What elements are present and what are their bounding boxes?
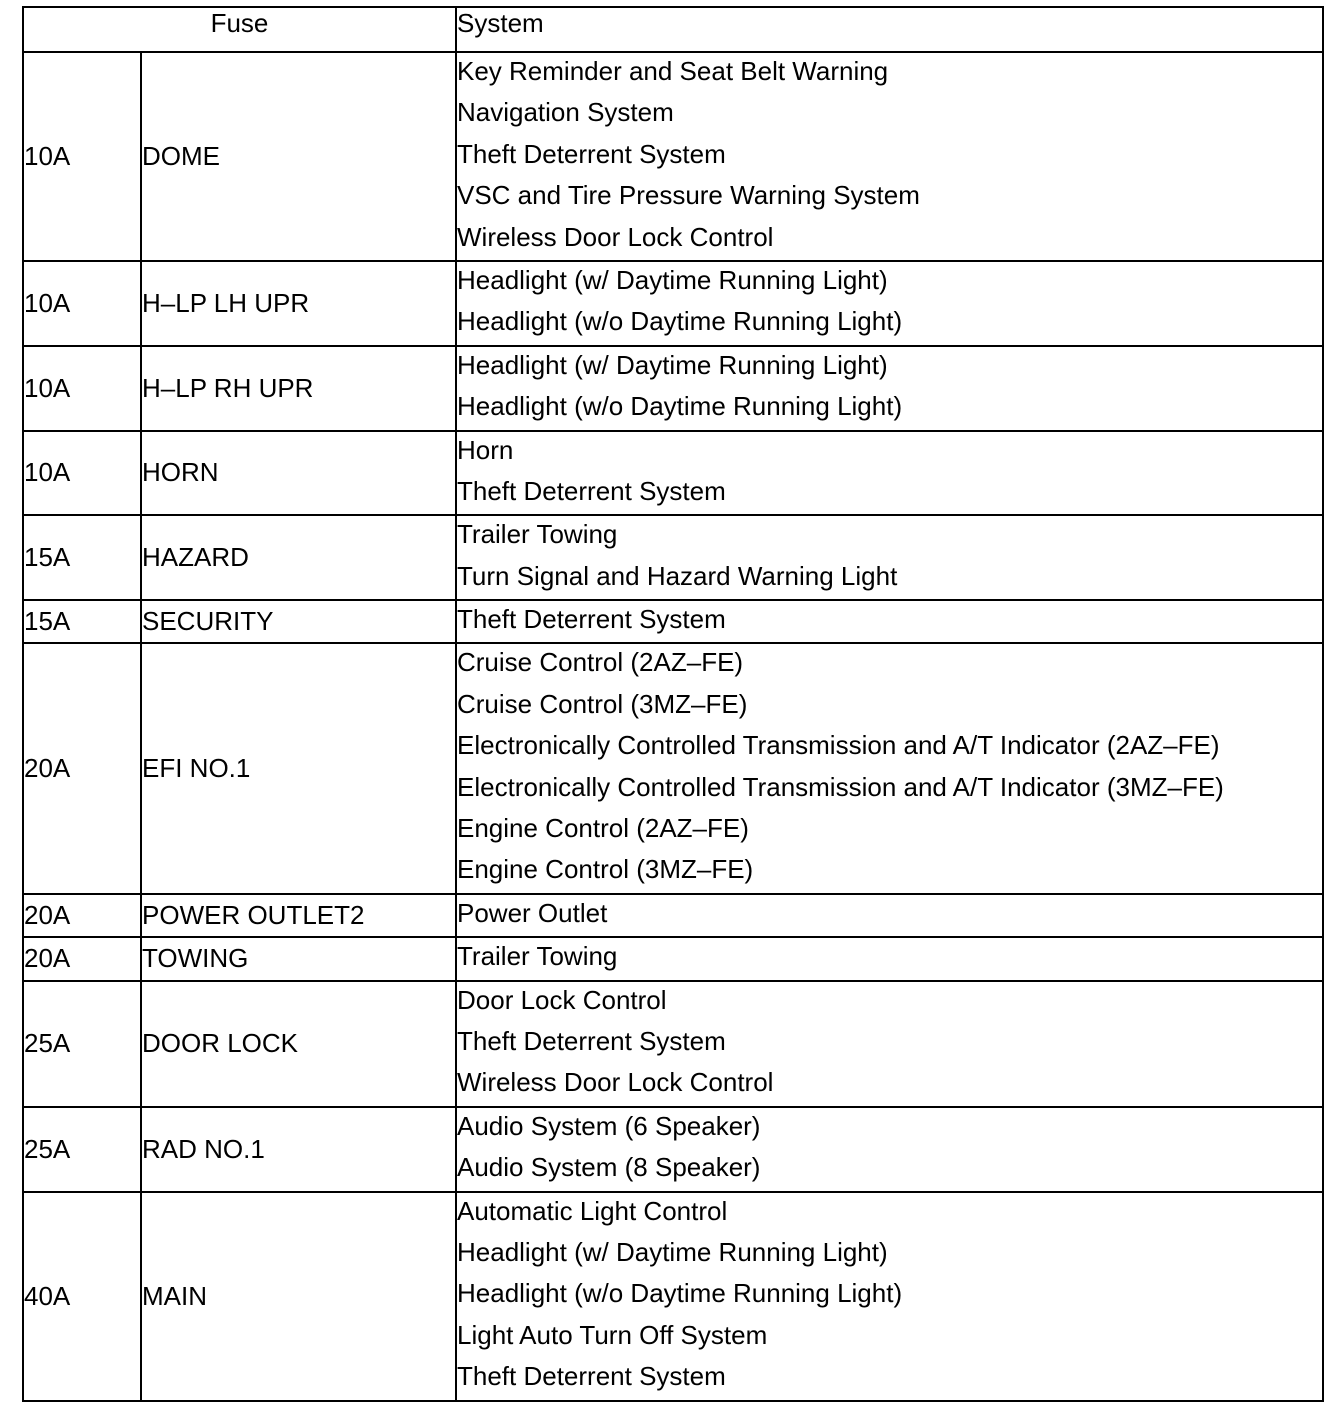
system-list	[456, 261, 1323, 346]
fuse-amperage: 10A	[23, 431, 141, 516]
table-row	[23, 894, 1323, 937]
header-system: System	[456, 7, 1323, 52]
table-row	[23, 515, 1323, 600]
system-item: Turn Signal and Hazard Warning Light	[457, 560, 898, 591]
fuse-name: HAZARD	[141, 515, 456, 600]
system-list	[456, 894, 1323, 937]
fuse-amperage: 10A	[23, 346, 141, 431]
fuse-name: RAD NO.1	[141, 1107, 456, 1192]
system-item: Navigation System	[457, 97, 674, 128]
fuse-amperage: 10A	[23, 261, 141, 346]
system-item: Headlight (w/o Daytime Running Light)	[457, 306, 903, 337]
fuse-name: HORN	[141, 431, 456, 516]
system-item: Cruise Control (2AZ–FE)	[457, 647, 744, 678]
fuse-amperage: 10A	[23, 52, 141, 261]
fuse-amperage: 20A	[23, 894, 141, 937]
system-list	[456, 643, 1323, 893]
system-item: Audio System (8 Speaker)	[457, 1152, 761, 1183]
system-item: Engine Control (3MZ–FE)	[457, 854, 754, 885]
fuse-amperage: 40A	[23, 1192, 141, 1401]
system-list	[456, 1107, 1323, 1192]
system-item: Headlight (w/o Daytime Running Light)	[457, 391, 903, 422]
system-list	[456, 515, 1323, 600]
fuse-amperage: 25A	[23, 981, 141, 1107]
system-list	[456, 600, 1323, 643]
table-row	[23, 937, 1323, 980]
system-item: Cruise Control (3MZ–FE)	[457, 688, 748, 719]
system-list	[456, 52, 1323, 261]
table-row	[23, 600, 1323, 643]
system-item: Headlight (w/o Daytime Running Light)	[457, 1278, 903, 1309]
system-item: Headlight (w/ Daytime Running Light)	[457, 264, 888, 295]
fuse-amperage: 15A	[23, 515, 141, 600]
fuse-name: DOME	[141, 52, 456, 261]
table-row	[23, 346, 1323, 431]
table-row	[23, 261, 1323, 346]
system-item: Electronically Controlled Transmission and A/T Indicator (2AZ–FE)	[457, 730, 1220, 761]
system-item: Theft Deterrent System	[457, 138, 726, 169]
system-item: Electronically Controlled Transmission and A/T Indicator (3MZ–FE)	[457, 771, 1224, 802]
header-fuse: Fuse	[23, 7, 456, 52]
table-row	[23, 1107, 1323, 1192]
fuse-name: MAIN	[141, 1192, 456, 1401]
system-item: Door Lock Control	[457, 984, 667, 1015]
system-item: Wireless Door Lock Control	[457, 221, 774, 252]
fuse-name: EFI NO.1	[141, 643, 456, 893]
table-row	[23, 981, 1323, 1107]
system-item: Audio System (6 Speaker)	[457, 1110, 761, 1141]
fuse-name: H–LP RH UPR	[141, 346, 456, 431]
table-row	[23, 1192, 1323, 1401]
system-item: Theft Deterrent System	[457, 1361, 726, 1392]
system-item: Horn	[457, 434, 514, 465]
fuse-table-body	[23, 52, 1323, 1401]
table-row	[23, 431, 1323, 516]
fuse-name: H–LP LH UPR	[141, 261, 456, 346]
fuse-name: POWER OUTLET2	[141, 894, 456, 937]
system-item: Engine Control (2AZ–FE)	[457, 813, 749, 844]
system-item: Headlight (w/ Daytime Running Light)	[457, 1236, 888, 1267]
system-item: Headlight (w/ Daytime Running Light)	[457, 349, 888, 380]
system-list	[456, 346, 1323, 431]
system-item: Theft Deterrent System	[457, 475, 726, 506]
system-item: Wireless Door Lock Control	[457, 1067, 774, 1098]
system-item: Automatic Light Control	[457, 1195, 728, 1226]
system-item: Theft Deterrent System	[457, 1025, 726, 1056]
fuse-amperage: 20A	[23, 937, 141, 980]
fuse-name: DOOR LOCK	[141, 981, 456, 1107]
system-item: Theft Deterrent System	[457, 604, 726, 635]
system-list	[456, 981, 1323, 1107]
system-item: Trailer Towing	[457, 941, 618, 972]
system-item: Key Reminder and Seat Belt Warning	[457, 56, 889, 86]
system-list	[456, 1192, 1323, 1401]
system-list	[456, 431, 1323, 516]
fuse-amperage: 25A	[23, 1107, 141, 1192]
fuse-name: SECURITY	[141, 600, 456, 643]
table-row	[23, 643, 1323, 893]
fuse-table	[22, 6, 1324, 1402]
system-list	[456, 937, 1323, 980]
header-row	[23, 7, 1323, 52]
system-item: Light Auto Turn Off System	[457, 1319, 768, 1350]
system-item: Trailer Towing	[457, 519, 618, 550]
system-item: Power Outlet	[457, 897, 608, 928]
fuse-amperage: 20A	[23, 643, 141, 893]
fuse-name: TOWING	[141, 937, 456, 980]
fuse-amperage: 15A	[23, 600, 141, 643]
table-row	[23, 52, 1323, 261]
system-item: VSC and Tire Pressure Warning System	[457, 180, 920, 211]
